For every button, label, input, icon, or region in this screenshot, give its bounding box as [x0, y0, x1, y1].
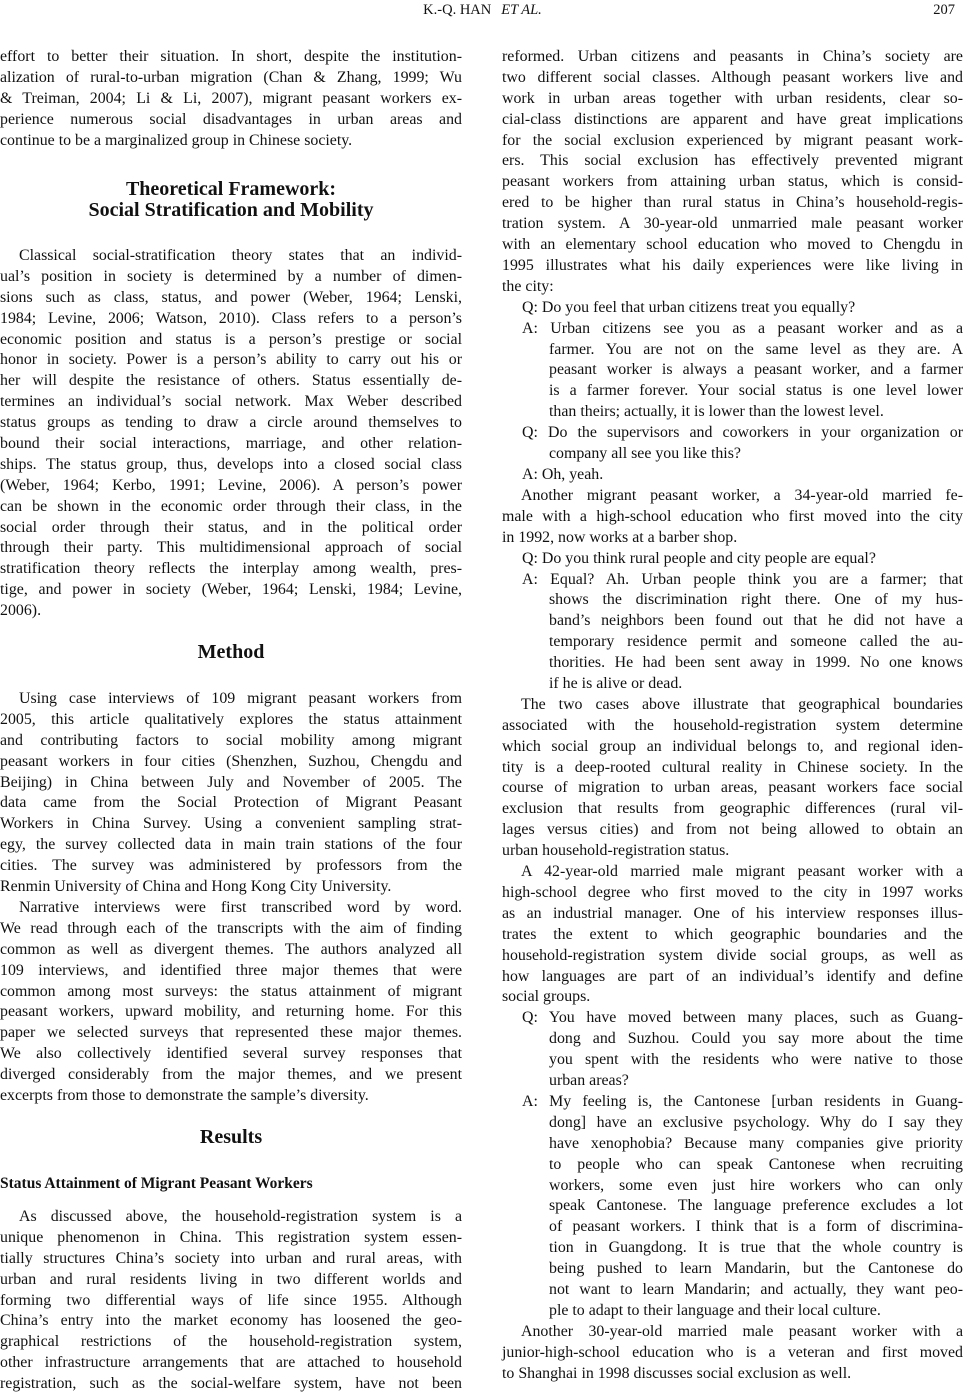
text-line: you spent with the residents who were native to those	[549, 1051, 963, 1069]
text-line: is a farmer forever. Your social status is one level lower	[549, 382, 963, 400]
text-line: sions such as class, status, and power (Weber, 1964; Lenski,	[0, 288, 462, 306]
text-line: social groups.	[502, 988, 591, 1006]
page-number: 207	[933, 2, 955, 18]
text-line: excerpts from those to demonstrate the sample’s diversity.	[0, 1087, 369, 1105]
paragraph	[0, 47, 462, 151]
text-line: The two cases above illustrate that geographical boundaries	[521, 695, 963, 713]
text-line: tity is a deep-rooted cultural reality in Chinese society. In the	[502, 758, 963, 776]
interview-excerpt	[502, 549, 963, 570]
text-line: paper we selected surveys that represented these major themes.	[0, 1024, 462, 1042]
text-line: if he is alive or dead.	[549, 674, 683, 692]
text-line: peasant workers from attaining urban status, which is consid-	[502, 173, 963, 191]
text-line: forming two differential ways of life since 1955. Although	[0, 1291, 462, 1309]
text-line: Theoretical Framework:	[125, 178, 337, 200]
text-line: tige, and power in society (Weber, 1964; Lenski, 1984; Levine,	[0, 581, 462, 599]
text-line: being pushed to learn Mandarin, but the Cantonese do	[549, 1260, 963, 1278]
text-line: ered to be higher than rural status in China’s household-regis-	[502, 194, 963, 212]
text-line: in 1992, now works at a barber shop.	[502, 528, 738, 546]
text-line: unique phenomenon in China. This registration system essen-	[0, 1228, 462, 1246]
text-line: as an industrial manager. One of his interview responses illus-	[502, 904, 963, 922]
text-line: than theirs; actually, it is lower than the lowest level.	[549, 403, 884, 421]
text-line: to people who can speak Cantonese when recruiting	[549, 1155, 963, 1173]
text-line: Method	[197, 641, 265, 663]
text-line: common among most surveys: the status attainment of migrant	[0, 982, 462, 1000]
text-line: Another 30-year-old married male peasant worker with a	[521, 1322, 963, 1340]
text-line: Renmin University of China and Hong Kong City University.	[0, 878, 392, 896]
text-line: peasant workers in four cities (Shenzhen, Suzhou, Chengdu and	[0, 752, 462, 770]
text-line: 2005, this article qualitatively explores the status attainment	[0, 710, 462, 728]
paragraph	[502, 695, 963, 862]
section-heading	[0, 642, 462, 663]
text-line: lages versus cities) and from not being allowed to obtain an	[502, 821, 963, 839]
text-line: peasant workers, upward mobility, and returning home. For this	[0, 1003, 462, 1021]
text-line: We read through each of the transcripts with the aim of finding	[0, 919, 462, 937]
text-line: reformed. Urban citizens and peasants in China’s society are	[502, 48, 963, 65]
paragraph	[502, 862, 963, 1008]
text-line: ple to adapt to their language and their local culture.	[549, 1301, 881, 1319]
paragraph	[502, 486, 963, 549]
text-line: A: My feeling is, the Cantonese [urban residents in Guang-	[522, 1093, 963, 1110]
text-line: registration, such as the social-welfare system, have not been	[0, 1375, 462, 1393]
text-line: ual’s position in society is determined by a number of dimen-	[0, 267, 462, 285]
text-line: perience numerous social disadvantages in urban areas and	[0, 110, 462, 128]
text-line: junior-high-school education who is a veteran and first moved	[502, 1343, 963, 1361]
text-line: tion in Guangdong. It is true that the whole country is	[549, 1239, 963, 1257]
text-line: Q: Do you feel that urban citizens treat you equally?	[522, 298, 856, 316]
section-heading	[0, 1127, 462, 1148]
text-line: bound their social interactions, marriage, and other relation-	[0, 435, 462, 453]
text-line: Status Attainment of Migrant Peasant Workers	[0, 1175, 313, 1192]
text-line: 109 interviews, and identified three major themes that were	[0, 961, 462, 979]
text-line: her will despite the resistance of others. Status essentially de-	[0, 372, 462, 390]
text-line: work in urban areas together with urban residents, clear so-	[502, 89, 963, 107]
text-line: thorities. He had been sent away in 1999. No one knows	[549, 654, 963, 672]
text-line: farmer. You are not on the same level as they are. A	[549, 340, 963, 358]
text-line: band’s neighbors been found out that he did not have a	[549, 612, 963, 630]
interview-excerpt	[502, 570, 963, 695]
text-line: Results	[199, 1126, 263, 1148]
text-line: Classical social-stratification theory states that an individ-	[19, 247, 462, 264]
text-line: 2006).	[0, 602, 42, 620]
text-line: associated with the household-registration system determine	[502, 716, 963, 734]
text-line: Narrative interviews were first transcribed word by word.	[19, 899, 462, 916]
text-line: cial-class distinctions are apparent and have great implications	[502, 110, 963, 128]
text-line: trates the extent to which geographic boundaries and the	[502, 925, 963, 943]
text-line: company all see you like this?	[549, 445, 741, 463]
text-line: peasant worker is always a peasant worker, and a farmer	[549, 361, 963, 379]
text-line: through their party. This multidimensional approach of social	[0, 539, 462, 557]
interview-excerpt	[502, 423, 963, 465]
text-line: dong and Suzhou. Could you say more about the time	[549, 1030, 963, 1048]
text-line: As discussed above, the household-registration system is a	[19, 1208, 462, 1225]
header-author: K.-Q. HAN	[423, 2, 492, 18]
text-line: and contributing factors to social mobility among migrant	[0, 731, 462, 749]
text-line: shows the discrimination right there. One of my hus-	[549, 591, 963, 609]
text-line: urban and rural residents living in two different worlds and	[0, 1270, 462, 1288]
text-line: Another migrant peasant worker, a 34-year-old married fe-	[521, 486, 963, 504]
text-line: of peasant workers. I think that is a form of discrimina-	[549, 1218, 963, 1236]
running-header	[0, 1, 965, 19]
text-line: 1984; Levine, 2006; Watson, 2010). Class refers to a person’s	[0, 309, 462, 327]
text-line: honor in society. Power is a person’s ability to carry out his or	[0, 351, 462, 369]
text-line: 1995 illustrates what his daily experiences were like living in	[502, 256, 963, 274]
text-line: egy, the survey collected data in main train stations of the four	[0, 836, 462, 854]
text-line: tration system. A 30-year-old unmarried male peasant worker	[502, 215, 963, 233]
text-line: continue to be a marginalized group in Chinese society.	[0, 131, 353, 149]
text-line: diverged considerably from the major themes, and we present	[0, 1066, 462, 1084]
text-line: household-registration system divide social groups, as well as	[502, 946, 963, 964]
interview-excerpt	[502, 1092, 963, 1322]
text-line: which social group an individual belongs to, and regional iden-	[502, 737, 963, 755]
text-line: Workers in China Survey. Using a convenient sampling strat-	[0, 815, 462, 833]
paragraph	[502, 1322, 963, 1385]
text-line: social order through their status, and in the political order	[0, 518, 462, 536]
text-line: course of migration to urban areas, peasant workers face social	[502, 779, 963, 797]
text-line: not want to learn Mandarin; and actually, they want peo-	[549, 1281, 963, 1299]
text-line: have xenophobia? Because many companies give priority	[549, 1134, 963, 1152]
text-line: Q: Do you think rural people and city people are equal?	[522, 549, 876, 567]
text-line: with an elementary school education who moved to Chengdu in	[502, 236, 963, 254]
text-line: A: Urban citizens see you as a peasant worker and as a	[522, 319, 963, 337]
text-line: Using case interviews of 109 migrant peasant workers from	[19, 690, 462, 707]
text-line: & Treiman, 2004; Li & Li, 2007), migrant peasant workers ex-	[0, 89, 462, 107]
text-line: economic position and status is a person’s prestige or social	[0, 330, 462, 348]
text-line: A 42-year-old married male migrant peasant worker with a	[521, 863, 963, 881]
text-line: dong] have an exclusive psychology. Why do I say they	[549, 1113, 963, 1131]
text-line: how languages are part of an individual’s identify and define	[502, 967, 963, 985]
text-line: Q: Do the supervisors and coworkers in your organization or	[522, 424, 963, 442]
interview-excerpt	[502, 319, 963, 423]
paragraph	[0, 898, 462, 1107]
text-line: graphical restrictions of the household-registration system,	[0, 1333, 462, 1351]
subsection-heading	[0, 1174, 462, 1195]
paragraph	[0, 689, 462, 898]
text-line: effort to better their situation. In short, despite the institution-	[0, 48, 462, 65]
text-line: We also collectively identified several survey responses that	[0, 1045, 462, 1063]
text-line: high-school degree who first moved to the city in 1997 works	[502, 883, 963, 901]
text-line: cities. The survey was administered by professors from the	[0, 857, 462, 875]
text-line: data came from the Social Protection of Migrant Peasant	[0, 794, 462, 812]
text-line: ships. The status group, thus, develops into a closed social class	[0, 455, 462, 473]
text-line: for the social exclusion experienced by migrant peasant work-	[502, 131, 963, 149]
text-line: Beijing) in China between July and November of 2005. The	[0, 773, 462, 791]
text-line: temporary residence permit and someone called the au-	[549, 633, 963, 651]
text-line: common as well as divergent themes. The authors analyzed all	[0, 940, 462, 958]
text-line: exclusion that results from geographic differences (rural vil-	[502, 800, 963, 818]
paragraph	[502, 47, 963, 298]
text-line: Q: You have moved between many places, such as Guang-	[522, 1009, 963, 1027]
text-line: status groups as tending to draw a circle around themselves to	[0, 414, 462, 432]
header-etal: ET AL.	[501, 2, 542, 18]
text-line: Social Stratification and Mobility	[88, 199, 374, 221]
interview-excerpt	[502, 465, 963, 486]
interview-excerpt	[502, 1008, 963, 1092]
text-line: A: Equal? Ah. Urban people think you are a farmer; that	[522, 570, 963, 588]
text-line: two different social classes. Although peasant workers live and	[502, 68, 963, 86]
text-line: stratification theory reflects the interplay among wealth, pres-	[0, 560, 462, 578]
paragraph	[0, 1207, 462, 1395]
text-line: speak Cantonese. The language preference excludes a lot	[549, 1197, 963, 1215]
text-line: urban areas?	[549, 1072, 629, 1090]
text-line: other infrastructure arrangements that are attached to household	[0, 1354, 462, 1372]
section-heading	[0, 179, 462, 221]
interview-excerpt	[502, 298, 963, 319]
text-line: tially structures China’s society into urban and rural areas, with	[0, 1249, 462, 1267]
text-line: (Weber, 1964; Kerbo, 1991; Levine, 2006). A person’s power	[0, 476, 462, 494]
text-line: ers. This social exclusion has effectively prevented migrant	[502, 152, 963, 170]
text-line: alization of rural-to-urban migration (Chan & Zhang, 1999; Wu	[0, 68, 462, 86]
text-line: termines an individual’s social network. Max Weber described	[0, 393, 462, 411]
text-line: China’s entry into the market economy has loosened the geo-	[0, 1312, 462, 1330]
text-line: workers, some even just hire workers who can only	[549, 1176, 963, 1194]
text-line: the city:	[502, 277, 554, 295]
text-line: to Shanghai in 1998 discusses social exclusion as well.	[502, 1364, 852, 1382]
text-line: urban household-registration status.	[502, 842, 730, 860]
text-line: male with a high-school education who first moved into the city	[502, 507, 963, 525]
text-line: can be shown in the economic order through their class, in the	[0, 497, 462, 515]
text-line: A: Oh, yeah.	[522, 466, 604, 483]
paragraph	[0, 246, 462, 622]
